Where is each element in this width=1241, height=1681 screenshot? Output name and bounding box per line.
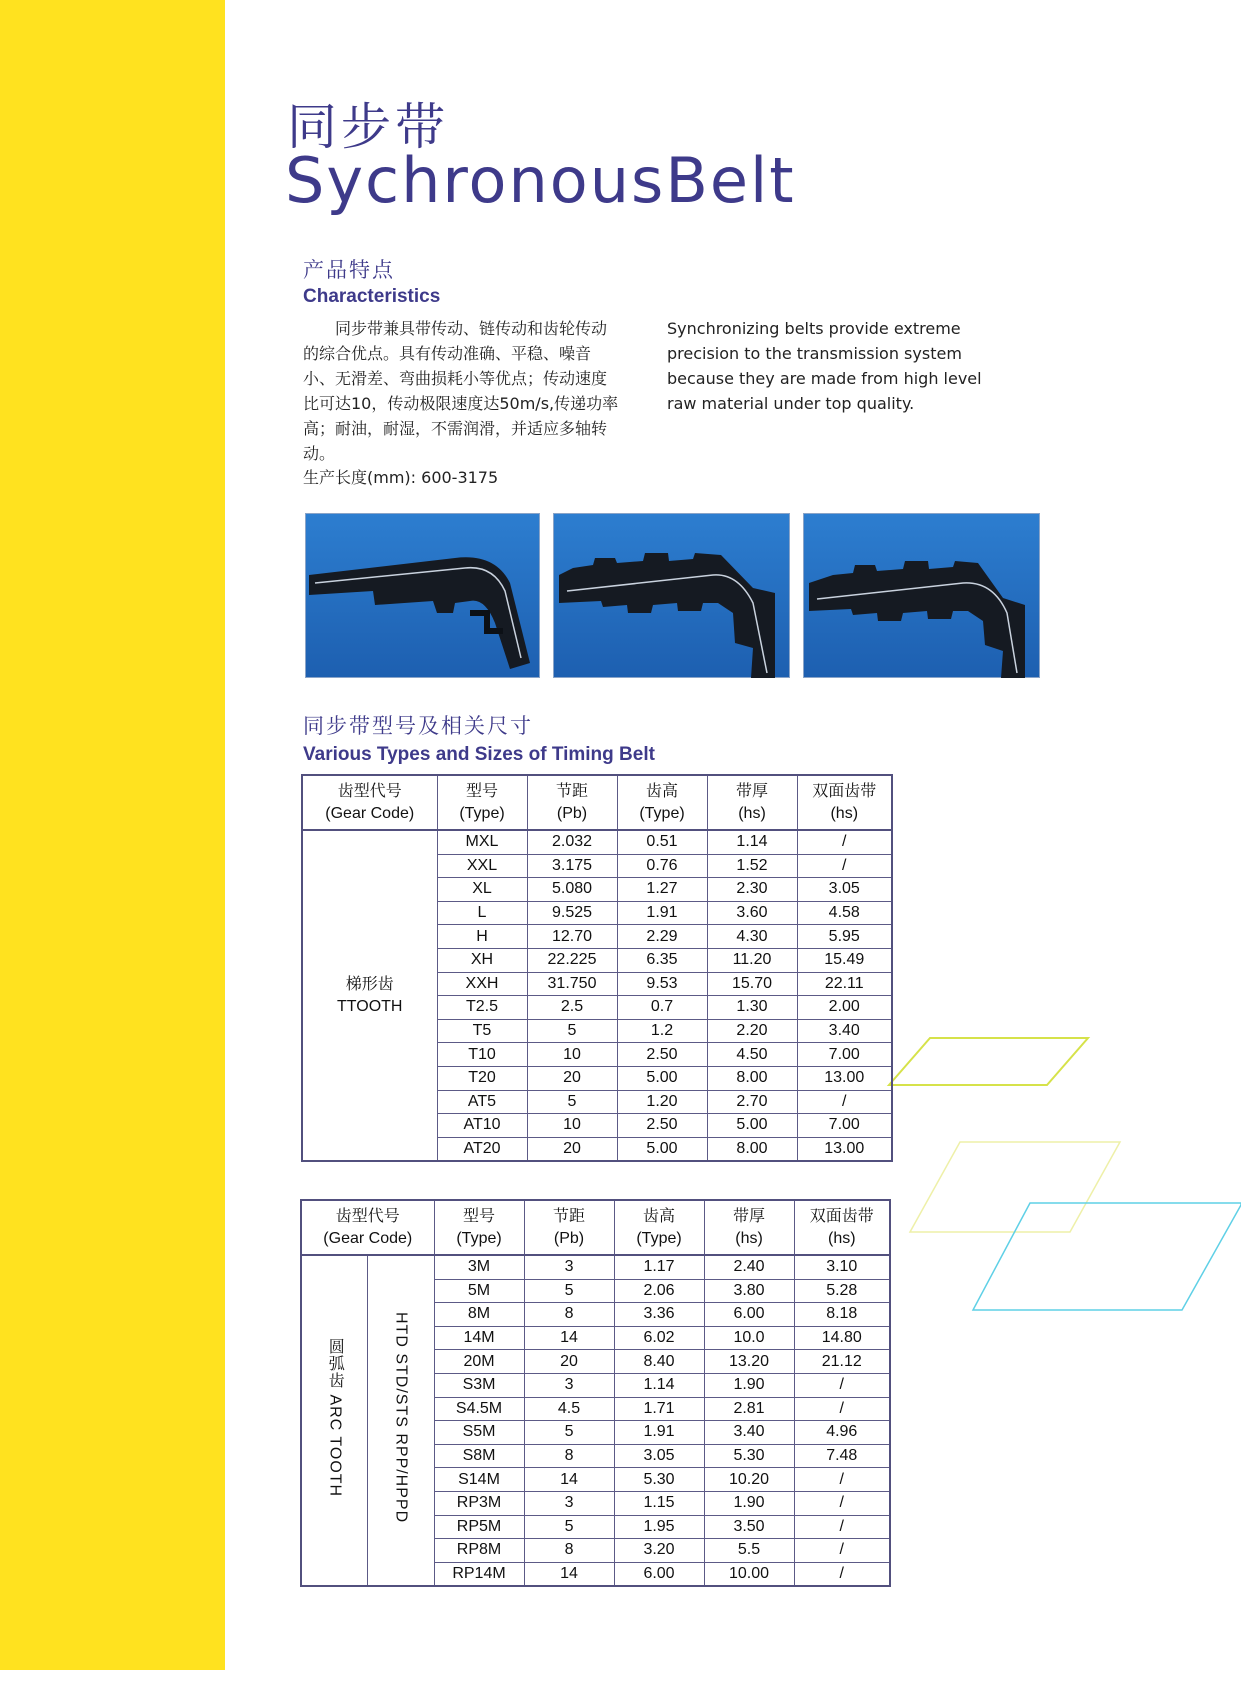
- table-cell: 20M: [434, 1350, 524, 1374]
- table-cell: 15.49: [797, 948, 892, 972]
- page-title-cn: 同步带: [287, 98, 449, 156]
- table-cell: 5M: [434, 1279, 524, 1303]
- table-cell: RP5M: [434, 1515, 524, 1539]
- table-cell: L: [437, 901, 527, 925]
- production-length: 生产长度(mm): 600-3175: [303, 468, 499, 487]
- table-cell: 3.40: [797, 1019, 892, 1043]
- column-header: [794, 1200, 890, 1255]
- column-header-en: (hs): [827, 1229, 856, 1247]
- table-cell: 3.05: [797, 878, 892, 902]
- table-cell: 3: [524, 1491, 614, 1515]
- table-cell: /: [797, 854, 892, 878]
- column-header-cn: 齿型代号: [337, 782, 402, 800]
- table-cell: /: [797, 1090, 892, 1114]
- table-cell: 3.50: [704, 1515, 794, 1539]
- characteristics-heading-en: Characteristics: [303, 286, 441, 307]
- characteristics-description-en: Synchronizing belts provide extreme precision to the transmission system because they are made from high level raw material under top quality.: [667, 319, 982, 413]
- column-header-cn: 齿型代号: [335, 1207, 400, 1225]
- column-header-en: (Gear Code): [325, 804, 415, 822]
- column-header-cn: 齿高: [643, 1207, 676, 1225]
- column-header-en: (Pb): [553, 1229, 585, 1247]
- column-header: [617, 775, 707, 830]
- column-header: [797, 775, 892, 830]
- table-cell: 1.30: [707, 996, 797, 1020]
- sizes-heading-cn: 同步带型号及相关尺寸: [303, 714, 533, 738]
- characteristics-heading-cn: 产品特点: [303, 258, 395, 282]
- table-cell: 4.96: [794, 1421, 890, 1445]
- table-cell: 3.10: [794, 1255, 890, 1279]
- table-cell: 14M: [434, 1326, 524, 1350]
- table-cell: 2.40: [704, 1255, 794, 1279]
- table-cell: 7.48: [794, 1444, 890, 1468]
- table-cell: 9.53: [617, 972, 707, 996]
- table-cell: AT5: [437, 1090, 527, 1114]
- table-cell: MXL: [437, 830, 527, 854]
- table-row: [301, 1255, 890, 1279]
- table-cell: XL: [437, 878, 527, 902]
- table-cell: 4.50: [707, 1043, 797, 1067]
- table-cell: 5: [527, 1019, 617, 1043]
- table-cell: 3.80: [704, 1279, 794, 1303]
- column-header: [437, 775, 527, 830]
- table-cell: 22.11: [797, 972, 892, 996]
- table-cell: 8.00: [707, 1066, 797, 1090]
- table-cell: 20: [524, 1350, 614, 1374]
- trapezoid-tooth-belt-photo: [305, 513, 540, 678]
- table-cell: 11.20: [707, 948, 797, 972]
- table-cell: 5: [524, 1279, 614, 1303]
- column-header: [434, 1200, 524, 1255]
- table-cell: 0.51: [617, 830, 707, 854]
- htd-subgroup-cell: [367, 1255, 434, 1586]
- table-cell: H: [437, 925, 527, 949]
- table-cell: 5.30: [614, 1468, 704, 1492]
- table-cell: T5: [437, 1019, 527, 1043]
- table-cell: S4.5M: [434, 1397, 524, 1421]
- table-cell: S14M: [434, 1468, 524, 1492]
- table-cell: 10.00: [704, 1562, 794, 1586]
- table-cell: 8M: [434, 1303, 524, 1327]
- table-cell: 1.91: [614, 1421, 704, 1445]
- column-header: [707, 775, 797, 830]
- table-cell: 1.14: [707, 830, 797, 854]
- table-cell: 2.81: [704, 1397, 794, 1421]
- table-cell: RP8M: [434, 1539, 524, 1563]
- table-cell: 20: [527, 1066, 617, 1090]
- table-cell: 2.00: [797, 996, 892, 1020]
- column-header-cn: 带厚: [733, 1207, 766, 1225]
- htd-subgroup-label: HTD STD/STS RPP/HPPD: [392, 1311, 410, 1523]
- table-cell: 2.30: [707, 878, 797, 902]
- table-cell: 5: [527, 1090, 617, 1114]
- table-cell: S3M: [434, 1373, 524, 1397]
- column-header-en: (Type): [459, 804, 505, 822]
- table-cell: 5.28: [794, 1279, 890, 1303]
- column-header-cn: 双面齿带: [809, 1207, 874, 1225]
- table-cell: 22.225: [527, 948, 617, 972]
- table-cell: 1.14: [614, 1373, 704, 1397]
- table-cell: /: [794, 1491, 890, 1515]
- table-cell: 1.91: [617, 901, 707, 925]
- table-cell: 8: [524, 1539, 614, 1563]
- column-header-cn: 双面齿带: [812, 782, 877, 800]
- table-cell: /: [794, 1562, 890, 1586]
- column-header-en: (hs): [830, 804, 859, 822]
- column-header: [527, 775, 617, 830]
- column-header: [301, 1200, 434, 1255]
- table-cell: 10.0: [704, 1326, 794, 1350]
- table-cell: 3: [524, 1373, 614, 1397]
- table-cell: AT20: [437, 1137, 527, 1161]
- column-header: [524, 1200, 614, 1255]
- table-cell: 2.50: [617, 1043, 707, 1067]
- belt-image-icon-2: [553, 513, 790, 678]
- table-cell: 6.00: [704, 1303, 794, 1327]
- arc-tooth-group-label: 圆弧齿 ARC TOOTH: [326, 1337, 344, 1497]
- table-cell: 1.2: [617, 1019, 707, 1043]
- sizes-heading-en: Various Types and Sizes of Timing Belt: [303, 744, 655, 765]
- table-cell: 20: [527, 1137, 617, 1161]
- table-cell: 5.00: [707, 1114, 797, 1138]
- table-cell: 1.90: [704, 1491, 794, 1515]
- table-cell: /: [797, 830, 892, 854]
- table-cell: 6.00: [614, 1562, 704, 1586]
- table-cell: XXL: [437, 854, 527, 878]
- table-cell: /: [794, 1397, 890, 1421]
- table-cell: 2.29: [617, 925, 707, 949]
- table-cell: AT10: [437, 1114, 527, 1138]
- table-cell: T20: [437, 1066, 527, 1090]
- belt-image-icon: [305, 513, 540, 678]
- table-cell: 31.750: [527, 972, 617, 996]
- column-header-en: (Type): [639, 804, 685, 822]
- table-row: [302, 830, 892, 854]
- column-header: [704, 1200, 794, 1255]
- table-cell: 12.70: [527, 925, 617, 949]
- table-cell: 2.032: [527, 830, 617, 854]
- table-cell: 5: [524, 1515, 614, 1539]
- table-cell: T10: [437, 1043, 527, 1067]
- table-cell: S8M: [434, 1444, 524, 1468]
- characteristics-description-cn: [303, 316, 621, 466]
- column-header-en: (Type): [456, 1229, 502, 1247]
- table-cell: 6.35: [617, 948, 707, 972]
- table-cell: 5: [524, 1421, 614, 1445]
- arc-tooth-group-cell: [301, 1255, 367, 1586]
- table-cell: 0.76: [617, 854, 707, 878]
- table-cell: 10: [527, 1043, 617, 1067]
- table-cell: 8.00: [707, 1137, 797, 1161]
- table-cell: 7.00: [797, 1043, 892, 1067]
- column-header-en: (hs): [735, 1229, 763, 1247]
- double-sided-belt-photo: [553, 513, 790, 678]
- table-cell: XH: [437, 948, 527, 972]
- table-cell: 1.15: [614, 1491, 704, 1515]
- double-sided-belt-photo-2: [803, 513, 1040, 678]
- arc-tooth-spec-table: [300, 1199, 891, 1587]
- column-header: [302, 775, 437, 830]
- table-cell: 1.95: [614, 1515, 704, 1539]
- column-header-cn: 型号: [465, 782, 498, 800]
- table-cell: 5.30: [704, 1444, 794, 1468]
- table-cell: 13.00: [797, 1066, 892, 1090]
- table-cell: 14: [524, 1468, 614, 1492]
- column-header-cn: 齿高: [645, 782, 678, 800]
- column-header-en: (Type): [636, 1229, 682, 1247]
- table-cell: 10: [527, 1114, 617, 1138]
- page-title-en: SychronousBelt: [285, 144, 796, 217]
- table-cell: 3: [524, 1255, 614, 1279]
- gear-code-cell: [302, 830, 437, 1161]
- table-cell: 5.080: [527, 878, 617, 902]
- table-cell: 13.00: [797, 1137, 892, 1161]
- table-cell: /: [794, 1373, 890, 1397]
- table-cell: 3.36: [614, 1303, 704, 1327]
- table-cell: 14: [524, 1562, 614, 1586]
- table-cell: 3.05: [614, 1444, 704, 1468]
- column-header-cn: 节距: [555, 782, 588, 800]
- table-cell: XXH: [437, 972, 527, 996]
- table-cell: 4.30: [707, 925, 797, 949]
- trapezoid-tooth-spec-table: [301, 774, 893, 1162]
- table-header-row: [301, 1200, 890, 1255]
- yellow-side-band: [0, 0, 225, 1670]
- column-header-cn: 节距: [553, 1207, 586, 1225]
- column-header-en: (Gear Code): [323, 1229, 413, 1247]
- table-cell: 14.80: [794, 1326, 890, 1350]
- column-header-cn: 型号: [463, 1207, 496, 1225]
- table-cell: 8.40: [614, 1350, 704, 1374]
- table-cell: 1.52: [707, 854, 797, 878]
- table-cell: S5M: [434, 1421, 524, 1445]
- table-cell: 3.60: [707, 901, 797, 925]
- table-cell: 3M: [434, 1255, 524, 1279]
- table-cell: 3.40: [704, 1421, 794, 1445]
- table-cell: 21.12: [794, 1350, 890, 1374]
- table-cell: 5.5: [704, 1539, 794, 1563]
- table-cell: 2.5: [527, 996, 617, 1020]
- table-cell: 2.20: [707, 1019, 797, 1043]
- table-cell: 5.95: [797, 925, 892, 949]
- table-cell: RP14M: [434, 1562, 524, 1586]
- table-cell: 8.18: [794, 1303, 890, 1327]
- decorative-parallelograms-icon: [880, 1030, 1241, 1330]
- table-cell: 2.70: [707, 1090, 797, 1114]
- table-cell: /: [794, 1539, 890, 1563]
- column-header-en: (hs): [738, 804, 766, 822]
- table-cell: 1.20: [617, 1090, 707, 1114]
- table-cell: 8: [524, 1444, 614, 1468]
- gear-code-en: TTOOTH: [337, 997, 403, 1015]
- table-cell: 2.50: [617, 1114, 707, 1138]
- table-cell: T2.5: [437, 996, 527, 1020]
- table-cell: 5.00: [617, 1137, 707, 1161]
- table-cell: 8: [524, 1303, 614, 1327]
- table-cell: 4.5: [524, 1397, 614, 1421]
- table-cell: 9.525: [527, 901, 617, 925]
- table-cell: /: [794, 1468, 890, 1492]
- column-header-cn: 带厚: [735, 782, 768, 800]
- table-cell: 5.00: [617, 1066, 707, 1090]
- gear-code-cn: 梯形齿: [345, 975, 394, 993]
- table-cell: 13.20: [704, 1350, 794, 1374]
- table-cell: 3.175: [527, 854, 617, 878]
- column-header: [614, 1200, 704, 1255]
- table-cell: 1.90: [704, 1373, 794, 1397]
- table-cell: 1.17: [614, 1255, 704, 1279]
- column-header-en: (Pb): [556, 804, 588, 822]
- table-cell: RP3M: [434, 1491, 524, 1515]
- table-cell: /: [794, 1515, 890, 1539]
- table-header-row: [302, 775, 892, 830]
- table-cell: 3.20: [614, 1539, 704, 1563]
- table-cell: 2.06: [614, 1279, 704, 1303]
- table-cell: 10.20: [704, 1468, 794, 1492]
- table-cell: 4.58: [797, 901, 892, 925]
- table-cell: 6.02: [614, 1326, 704, 1350]
- description-cn-text: 同步带兼具带传动、链传动和齿轮传动的综合优点。具有传动准确、平稳、噪音小、无滑差、弯曲损耗小等优点；传动速度比可达10，传动极限速度达50m/s,传递功率高；耐油，耐湿，不需润滑，并适应多轴转动。: [303, 319, 619, 463]
- table-cell: 15.70: [707, 972, 797, 996]
- table-cell: 1.71: [614, 1397, 704, 1421]
- table-cell: 0.7: [617, 996, 707, 1020]
- table-cell: 14: [524, 1326, 614, 1350]
- table-cell: 7.00: [797, 1114, 892, 1138]
- table-cell: 1.27: [617, 878, 707, 902]
- belt-image-icon-3: [803, 513, 1040, 678]
